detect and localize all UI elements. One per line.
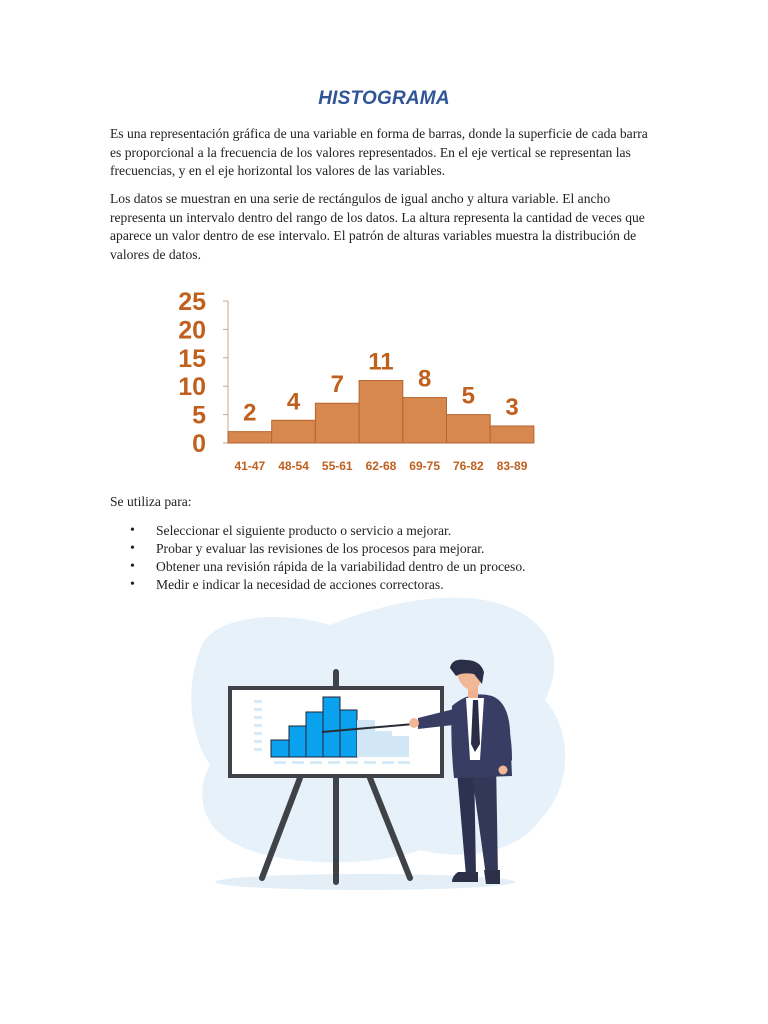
bar-data-label: 8 — [417, 365, 432, 393]
list-item: • Obtener una revisión rápida de la variabilidad dentro de un proceso. — [110, 558, 526, 576]
x-tick-label: 48-54 — [278, 459, 309, 473]
bar-data-label: 2 — [243, 399, 257, 427]
y-tick-label: 10 — [178, 373, 206, 402]
y-tick-label: 0 — [192, 430, 206, 458]
bar-data-label: 5 — [461, 382, 476, 410]
x-tick-label: 76-82 — [452, 459, 484, 473]
bar-data-label: 11 — [368, 348, 394, 376]
document-title: HISTOGRAMA — [318, 88, 450, 109]
x-tick-label: 62-68 — [365, 459, 397, 473]
y-tick-label: 5 — [192, 401, 206, 430]
definition-paragraph: Es una representación gráfica de una variable en forma de barras, donde la superficie de cada barra es proporcional a la frecuencia de los valores representados. En el eje vertical se representan las frecuencias, y en el eje horizontal los valores de las variables. — [110, 126, 648, 179]
x-tick-label: 69-75 — [409, 459, 441, 473]
y-tick-label: 20 — [178, 316, 206, 345]
bar-data-label: 7 — [330, 371, 344, 399]
uses-heading: Se utiliza para: — [110, 494, 192, 509]
list-item: • Probar y evaluar las revisiones de los procesos para mejorar. — [110, 540, 526, 558]
list-item: • Seleccionar el siguiente producto o servicio a mejorar. — [110, 522, 526, 540]
bar-data-label: 3 — [505, 393, 519, 421]
description-paragraph: Los datos se muestran en una serie de rectángulos de igual ancho y altura variable. El ancho representa un intervalo dentro del rango de los datos. La altura representa la cantidad de veces que aparece un valor dentro de ese intervalo. El patrón de alturas variables muestra la distribución de valores de datos. — [110, 191, 645, 262]
bar-data-label: 4 — [286, 388, 301, 416]
list-item: • Medir e indicar la necesidad de acciones correctoras. — [110, 576, 526, 594]
y-tick-label: 25 — [178, 288, 206, 316]
y-tick-label: 15 — [178, 344, 206, 373]
x-tick-label: 41-47 — [234, 459, 266, 473]
x-tick-label: 55-61 — [321, 459, 353, 473]
x-tick-label: 83-89 — [496, 459, 528, 473]
